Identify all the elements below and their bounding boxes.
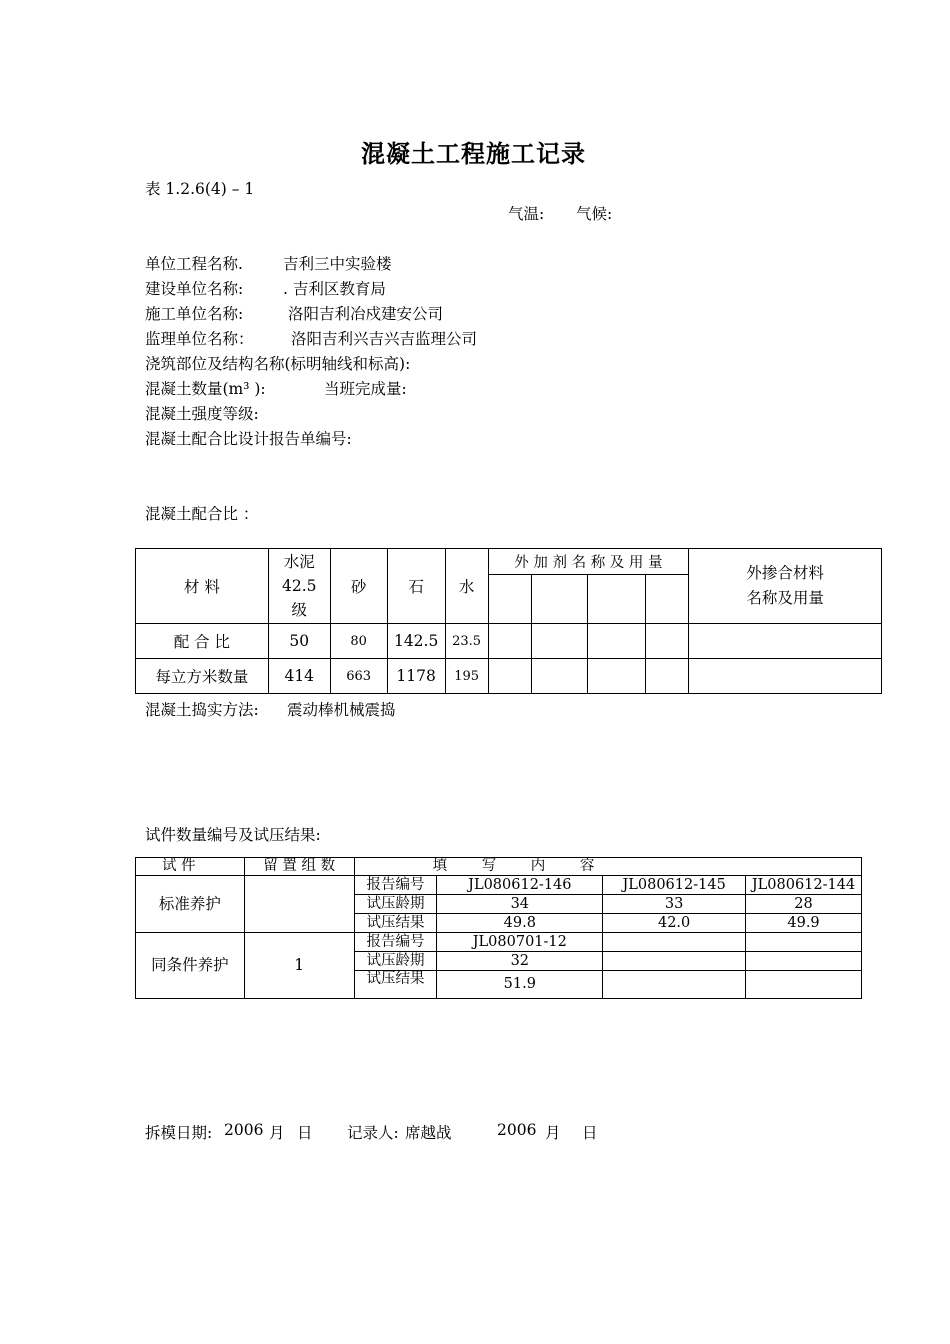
cement-header-unit: 级	[291, 601, 307, 619]
external-material-line2: 名称及用量	[746, 589, 824, 607]
pour-location-label: 浇筑部位及结构名称(标明轴线和标高):	[145, 355, 411, 373]
cement-header-grade: 42.5	[281, 577, 317, 595]
report-no-value: JL080612-144	[746, 876, 862, 895]
table-row	[136, 933, 862, 952]
compaction-label: 混凝土捣实方法:	[145, 701, 259, 719]
demold-month: 月	[269, 1124, 285, 1142]
supervisor-label: 监理单位名称：	[145, 330, 254, 348]
table-row	[136, 659, 882, 694]
test-result-value	[746, 971, 862, 999]
temperature-label: 气温:	[508, 205, 545, 223]
unit-project-value: 吉利三中实验楼	[283, 255, 392, 273]
content-header: 填 写 内 容	[354, 858, 861, 876]
strength-grade-label: 混凝土强度等级:	[145, 405, 259, 423]
record-year: 2006	[497, 1121, 537, 1139]
report-no-value	[746, 933, 862, 952]
demold-day: 日	[297, 1124, 313, 1142]
supervisor-value: 洛阳吉利兴吉兴吉监理公司	[291, 330, 478, 348]
groups-header: 留 置 组 数	[244, 858, 354, 876]
contractor-value: 洛阳吉利冶戍建安公司	[288, 305, 444, 323]
test-age-value: 33	[603, 895, 746, 914]
mix-ratio-label: 混凝土配合比 ：	[145, 505, 259, 523]
sand-header: 砂	[330, 549, 387, 624]
test-result-value	[603, 971, 746, 999]
test-result-value: 42.0	[603, 914, 746, 933]
mix-report-label: 混凝土配合比设计报告单编号:	[145, 430, 352, 448]
admixture-cell	[531, 575, 588, 624]
per-cubic-sand: 663	[330, 659, 387, 694]
page-title: 混凝土工程施工记录	[361, 139, 586, 168]
same-condition-groups: 1	[244, 933, 354, 999]
test-result-value: 49.8	[437, 914, 603, 933]
test-age-value: 32	[437, 952, 603, 971]
admixture-cell	[588, 575, 646, 624]
test-age-value: 28	[746, 895, 862, 914]
test-age-label: 试压龄期	[354, 895, 437, 914]
same-condition-curing-label: 同条件养护	[136, 933, 245, 999]
ratio-label: 配 合 比	[136, 624, 269, 659]
test-table	[135, 857, 862, 999]
builder-label: 建设单位名称:	[145, 280, 244, 298]
test-result-label: 试压结果	[354, 971, 437, 999]
per-cubic-stone: 1178	[387, 659, 445, 694]
contractor-label: 施工单位名称:	[145, 305, 244, 323]
compaction-value: 震动棒机械震捣	[287, 701, 396, 719]
test-age-value	[603, 952, 746, 971]
unit-project-label: 单位工程名称.	[145, 255, 243, 273]
test-age-value	[746, 952, 862, 971]
per-cubic-cement: 414	[268, 659, 330, 694]
test-age-label: 试压龄期	[354, 952, 437, 971]
water-header: 水	[445, 549, 488, 624]
test-result-value: 51.9	[437, 971, 603, 999]
table-row	[136, 624, 882, 659]
form-number: 表 1.2.6(4) – 1	[145, 180, 255, 198]
test-age-value: 34	[437, 895, 603, 914]
per-cubic-water: 195	[445, 659, 488, 694]
record-day: 日	[582, 1124, 598, 1142]
recorder-name: 席越战	[405, 1124, 452, 1142]
report-no-value: JL080701-12	[437, 933, 603, 952]
ratio-water: 23.5	[445, 624, 488, 659]
builder-value: . 吉利区教育局	[283, 280, 386, 298]
quantity-label: 混凝土数量(m³ ):	[145, 380, 266, 398]
cement-header	[268, 549, 330, 624]
per-cubic-label: 每立方米数量	[136, 659, 269, 694]
test-result-value: 49.9	[746, 914, 862, 933]
recorder-label: 记录人:	[347, 1124, 399, 1142]
report-no-value: JL080612-145	[603, 876, 746, 895]
specimen-header: 试 件	[136, 858, 245, 876]
material-header: 材 料	[136, 549, 269, 624]
report-no-label: 报告编号	[354, 876, 437, 895]
cement-header-name: 水泥	[283, 553, 315, 571]
ratio-sand: 80	[330, 624, 387, 659]
admixture-header: 外 加 剂 名 称 及 用 量	[488, 549, 689, 575]
report-no-value: JL080612-146	[437, 876, 603, 895]
ratio-stone: 142.5	[387, 624, 445, 659]
external-material-header	[689, 549, 882, 624]
shift-complete-label: 当班完成量:	[324, 380, 407, 398]
admixture-cell	[488, 575, 531, 624]
table-row	[136, 876, 862, 895]
ratio-cement: 50	[268, 624, 330, 659]
stone-header: 石	[387, 549, 445, 624]
climate-label: 气候:	[576, 205, 613, 223]
report-no-value	[603, 933, 746, 952]
demold-year: 2006	[224, 1121, 264, 1139]
mix-table	[135, 548, 882, 694]
record-month: 月	[545, 1124, 561, 1142]
test-results-label: 试件数量编号及试压结果:	[145, 826, 321, 844]
demold-date-label: 拆模日期:	[145, 1124, 213, 1142]
report-no-label: 报告编号	[354, 933, 437, 952]
standard-curing-groups	[244, 876, 354, 933]
admixture-cell	[646, 575, 689, 624]
test-result-label: 试压结果	[354, 914, 437, 933]
standard-curing-label: 标准养护	[136, 876, 245, 933]
external-material-line1: 外掺合材料	[746, 564, 824, 582]
